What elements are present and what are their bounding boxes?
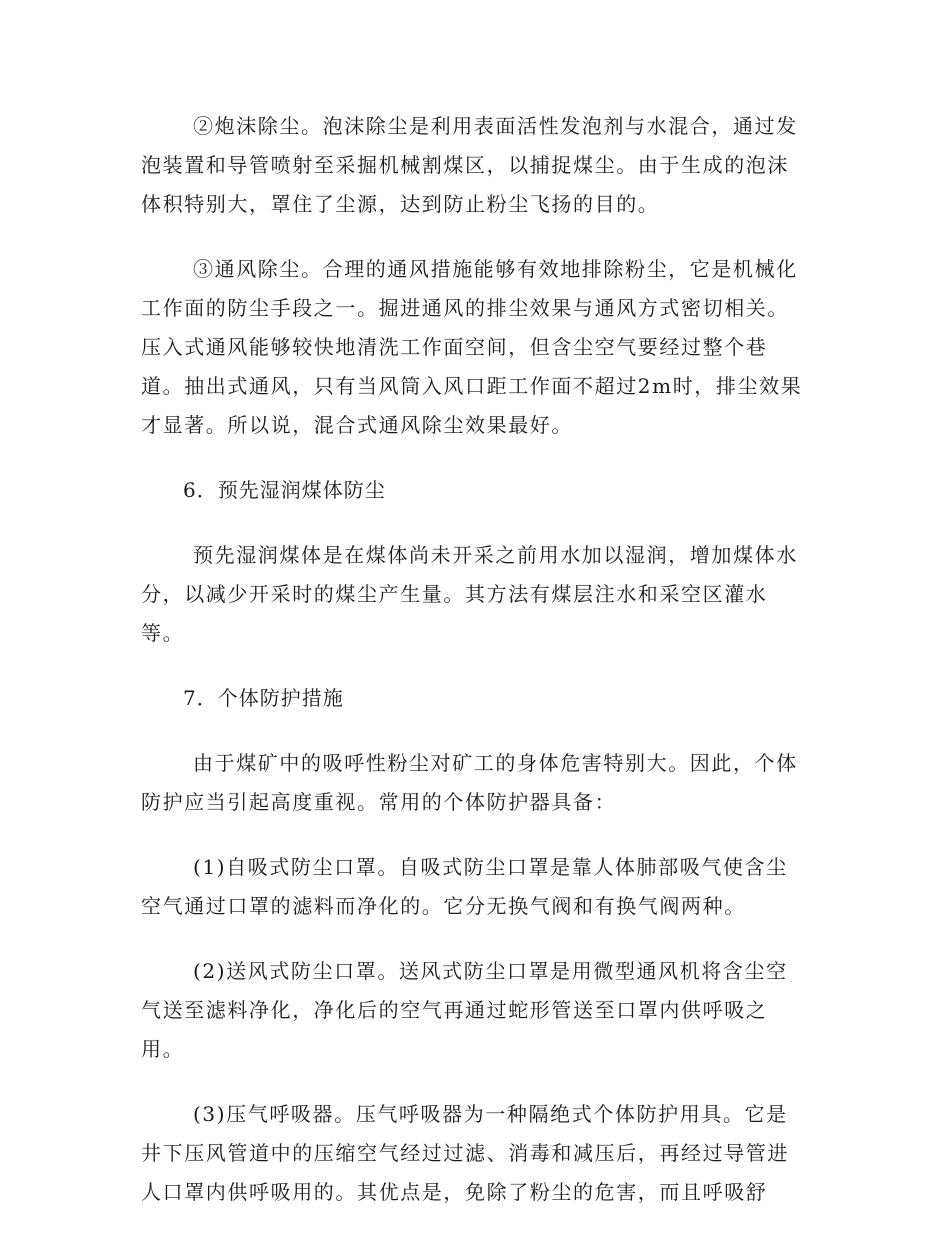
text-line: 防护应当引起高度重视。常用的个体防护器具备： xyxy=(141,790,617,814)
text-line: 分，以减少开采时的煤尘产生量。其方法有煤层注水和采空区灌水 xyxy=(141,582,768,606)
paragraph-pre-wetting xyxy=(141,536,813,653)
paragraph-ventilation-dust-removal xyxy=(141,250,813,445)
paragraph-compressed-air-respirator xyxy=(141,1095,813,1212)
text-line: 由于煤矿中的吸呼性粉尘对矿工的身体危害特别大。因此，个体 xyxy=(193,751,798,775)
text-line: 压入式通风能够较快地清洗工作面空间，但含尘空气要经过整个巷 xyxy=(141,335,768,359)
text-line: 道。抽出式通风，只有当风筒入风口距工作面不超过2m时，排尘效果 xyxy=(141,374,803,398)
text-line: 井下压风管道中的压缩空气经过过滤、消毒和减压后，再经过导管进 xyxy=(141,1141,789,1165)
text-line: (2)送风式防尘口罩。送风式防尘口罩是用微型通风机将含尘空 xyxy=(193,959,788,983)
text-line: 工作面的防尘手段之一。掘进通风的排尘效果与通风方式密切相关。 xyxy=(141,296,789,320)
text-line: ③通风除尘。合理的通风措施能够有效地排除粉尘，它是机械化 xyxy=(193,257,798,281)
document-body xyxy=(141,107,813,1238)
text-line: (1)自吸式防尘口罩。自吸式防尘口罩是靠人体肺部吸气使含尘 xyxy=(193,855,788,879)
text-line: 才显著。所以说，混合式通风除尘效果最好。 xyxy=(141,413,573,437)
text-line: 等。 xyxy=(141,621,185,645)
section-heading-7: 7．个体防护措施 xyxy=(183,686,344,710)
text-line: 人口罩内供呼吸用的。其优点是，免除了粉尘的危害，而且呼吸舒 xyxy=(141,1180,768,1204)
paragraph-self-suction-mask xyxy=(141,848,813,926)
text-line: 用。 xyxy=(141,1037,185,1061)
text-line: ②炮沫除尘。泡沫除尘是利用表面活性发泡剂与水混合，通过发 xyxy=(193,114,798,138)
text-line: 体积特别大，罩住了尘源，达到防止粉尘飞扬的目的。 xyxy=(141,192,660,216)
text-line: 预先湿润煤体是在煤体尚未开采之前用水加以湿润，增加煤体水 xyxy=(193,543,798,567)
section-heading-6: 6．预先湿润煤体防尘 xyxy=(183,478,386,502)
text-line: 气送至滤料净化，净化后的空气再通过蛇形管送至口罩内供呼吸之 xyxy=(141,998,768,1022)
text-line: 泡装置和导管喷射至采掘机械割煤区，以捕捉煤尘。由于生成的泡沫 xyxy=(141,153,789,177)
paragraph-foam-dust-removal xyxy=(141,107,813,224)
paragraph-air-supply-mask xyxy=(141,952,813,1069)
text-line: (3)压气呼吸器。压气呼吸器为一种隔绝式个体防护用具。它是 xyxy=(193,1102,788,1126)
paragraph-personal-protection-intro xyxy=(141,744,813,822)
text-line: 空气通过口罩的滤料而净化的。它分无换气阀和有换气阀两种。 xyxy=(141,894,746,918)
